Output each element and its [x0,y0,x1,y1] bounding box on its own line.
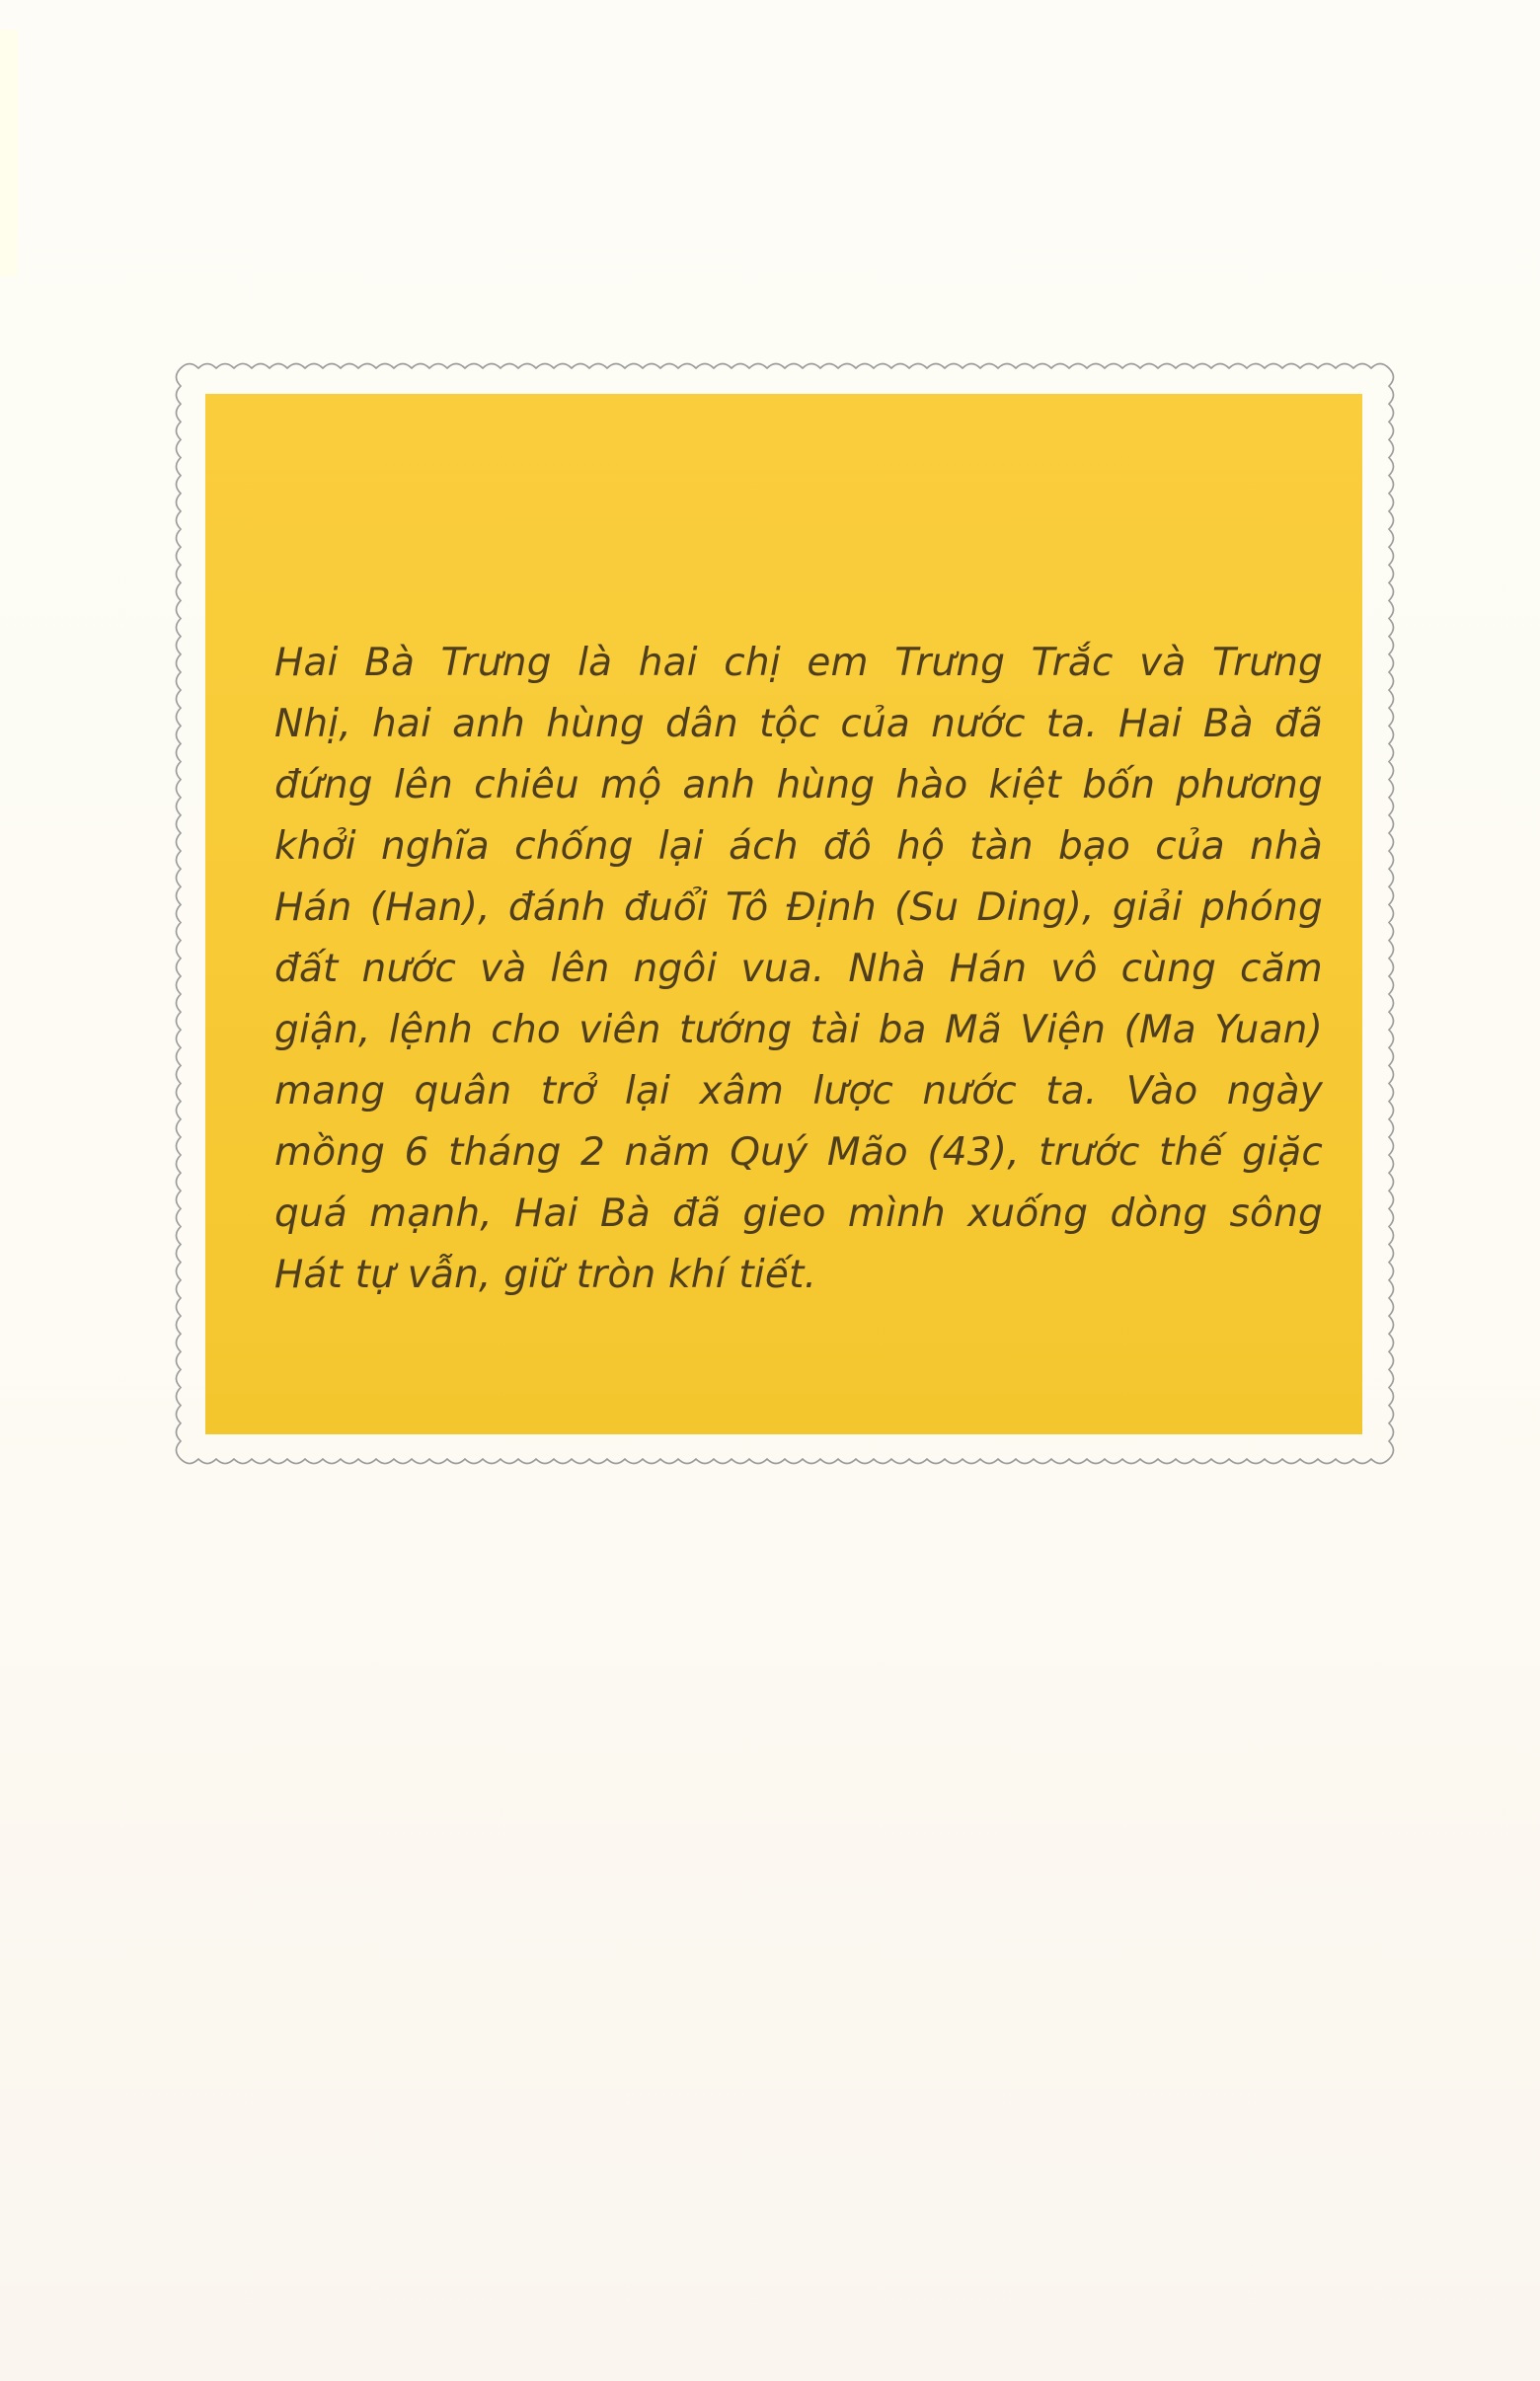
paragraph-line: đứng lên chiêu mộ anh hùng hào kiệt bốn phương [274,763,1323,807]
paragraph-line: mồng 6 tháng 2 năm Quý Mão (43), trước thế giặc [274,1130,1323,1175]
story-paragraph [274,633,1323,1306]
paragraph-line: mang quân trở lại xâm lược nước ta. Vào ngày [274,1069,1323,1114]
paragraph-line: khởi nghĩa chống lại ách đô hộ tàn bạo của nhà [274,824,1323,869]
page-edge-shading [0,30,18,276]
paragraph-line: quá mạnh, Hai Bà đã gieo mình xuống dòng sông [274,1191,1323,1236]
paragraph-line: Nhị, hai anh hùng dân tộc của nước ta. Hai Bà đã [274,702,1323,746]
paragraph-line: Hát tự vẫn, giữ tròn khí tiết. [274,1253,817,1297]
paragraph-line: Hai Bà Trưng là hai chị em Trưng Trắc và Trưng [274,641,1323,685]
paragraph-line: giận, lệnh cho viên tướng tài ba Mã Viện (Ma Yuan) [274,1008,1323,1052]
paragraph-line: Hán (Han), đánh đuổi Tô Định (Su Ding), giải phóng [274,885,1323,930]
decorative-zigzag-border [181,368,1389,1459]
paragraph-line: đất nước và lên ngôi vua. Nhà Hán vô cùng căm [274,947,1323,991]
story-card [205,394,1362,1434]
